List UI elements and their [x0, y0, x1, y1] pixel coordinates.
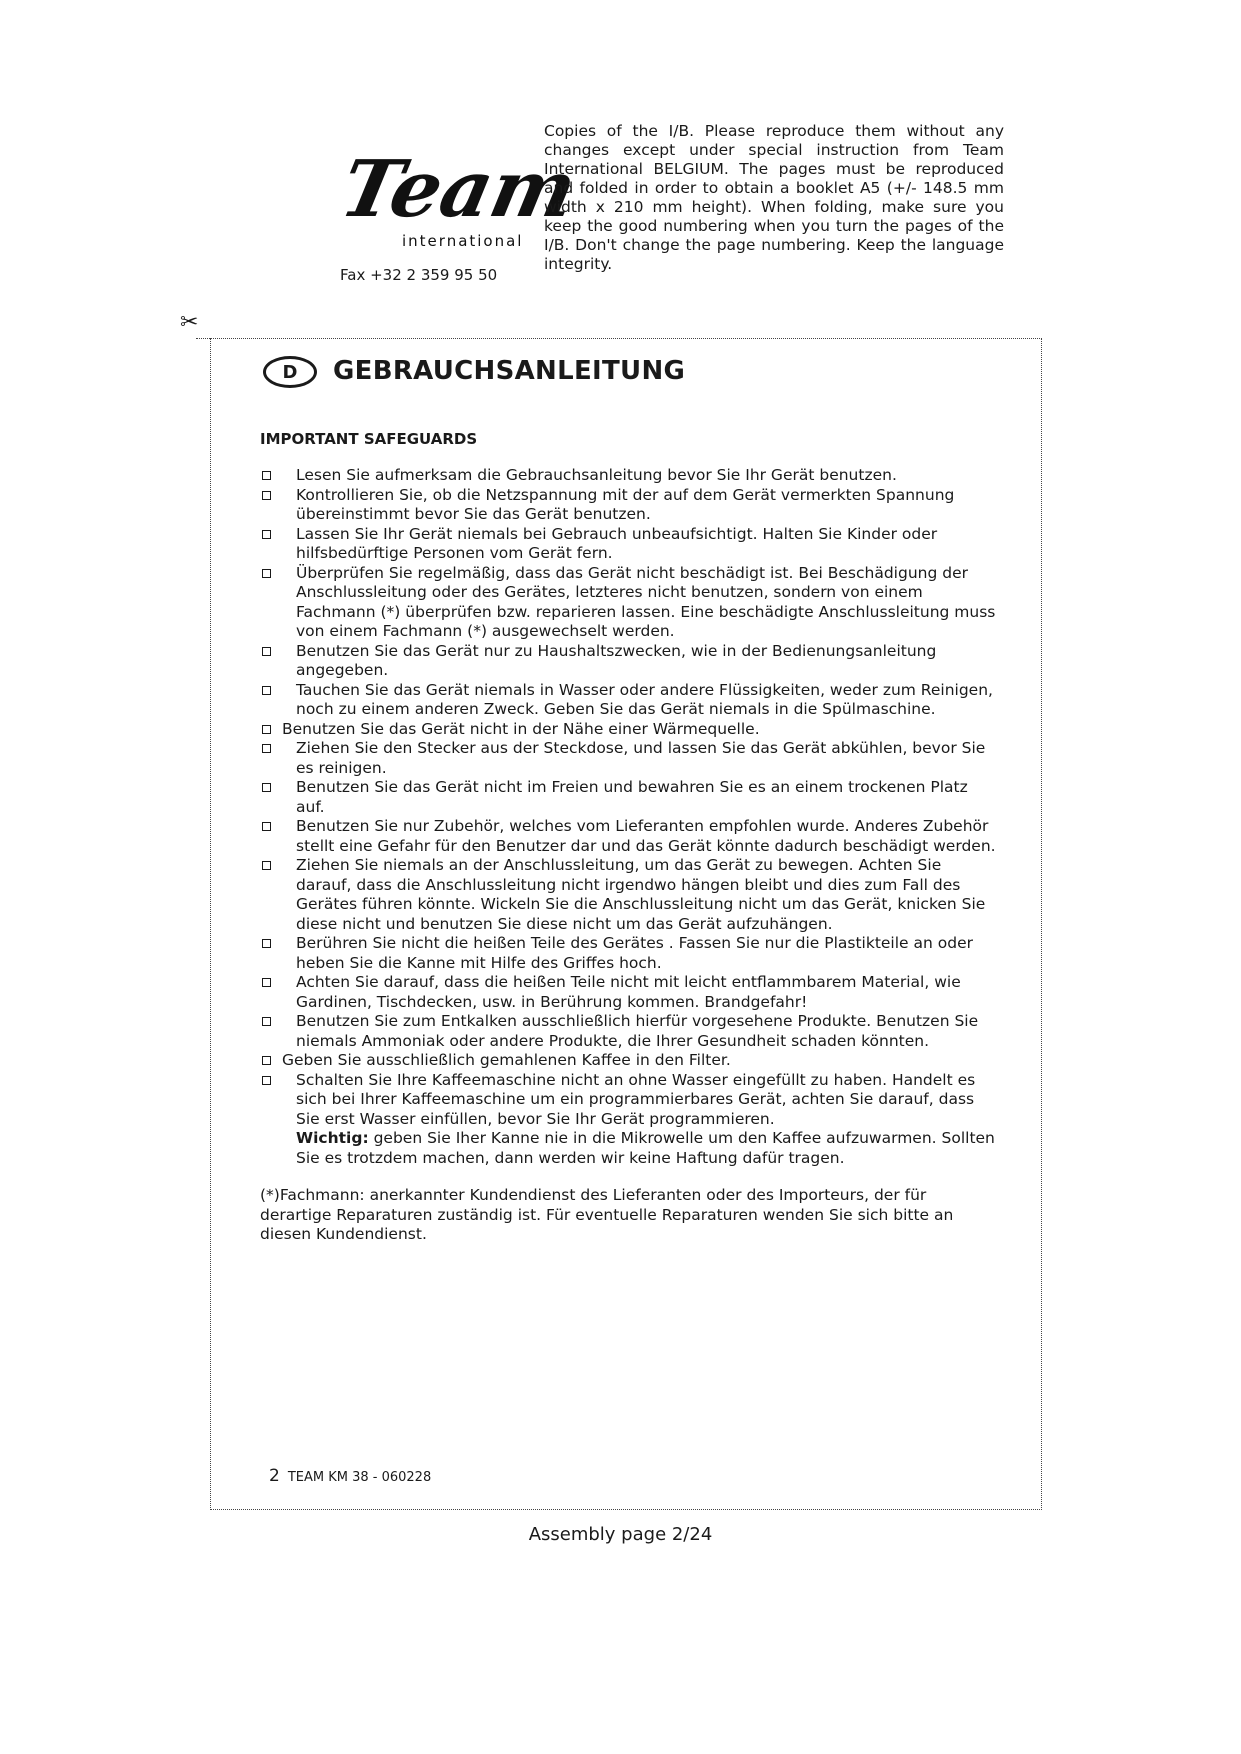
list-item: Benutzen Sie zum Entkalken ausschließlich hierfür vorgesehene Produkte. Benutzen Sie niemals Ammoniak oder andere Produkte, die Ihrer Gesundheit schaden könnten.	[260, 1012, 1000, 1051]
list-item: Benutzen Sie das Gerät nur zu Haushaltszwecken, wie in der Bedienungsanleitung angegeben.	[260, 642, 1000, 681]
important-note: Wichtig: geben Sie Iher Kanne nie in die Mikrowelle um den Kaffee aufzuwarmen. Sollten Sie es trotzdem machen, dann werden wir keine Haftung dafür tragen.	[296, 1129, 995, 1167]
checkbox-square-icon	[262, 1017, 271, 1026]
list-item: Benutzen Sie nur Zubehör, welches vom Lieferanten empfohlen wurde. Anderes Zubehör stellt eine Gefahr für den Benutzer dar und das Gerät könnte dadurch beschädigt werden.	[260, 817, 1000, 856]
fax-number: Fax +32 2 359 95 50	[340, 266, 498, 284]
list-item: Ziehen Sie den Stecker aus der Steckdose, und lassen Sie das Gerät abkühlen, bevor Sie es reinigen.	[260, 739, 1000, 778]
cut-line	[196, 338, 210, 339]
list-item: Benutzen Sie das Gerät nicht in der Nähe einer Wärmequelle.	[260, 720, 1000, 740]
safeguards-list	[260, 466, 1000, 1168]
page-footer	[269, 1466, 431, 1486]
list-item: Benutzen Sie das Gerät nicht im Freien und bewahren Sie es an einem trockenen Platz auf.	[260, 778, 1000, 817]
checkbox-square-icon	[262, 686, 271, 695]
important-label: Wichtig:	[296, 1129, 369, 1147]
list-item: Lesen Sie aufmerksam die Gebrauchsanleitung bevor Sie Ihr Gerät benutzen.	[260, 466, 1000, 486]
team-international-logo	[333, 118, 585, 258]
page-number: 2	[269, 1466, 280, 1486]
checkbox-square-icon	[262, 471, 271, 480]
list-item: Schalten Sie Ihre Kaffeemaschine nicht an ohne Wasser eingefüllt zu haben. Handelt es sich bei Ihrer Kaffeemaschine um ein programmierbares Gerät, achten Sie darauf, dass Sie erst Wasser einfüllen, bevor Sie Ihr Gerät programmieren. Wichtig: geben Sie Iher Kanne nie in die Mikrowelle um den Kaffee aufzuwarmen. Sollten Sie es trotzdem machen, dann werden wir keine Haftung dafür tragen.	[260, 1071, 1000, 1169]
list-item: Kontrollieren Sie, ob die Netzspannung mit der auf dem Gerät vermerkten Spannung übereinstimmt bevor Sie das Gerät benutzen.	[260, 486, 1000, 525]
checkbox-square-icon	[262, 939, 271, 948]
list-item: Lassen Sie Ihr Gerät niemals bei Gebrauch unbeaufsichtigt. Halten Sie Kinder oder hilfsbedürftige Personen vom Gerät fern.	[260, 525, 1000, 564]
checkbox-square-icon	[262, 725, 271, 734]
assembly-page-label: Assembly page 2/24	[528, 1524, 713, 1545]
svg-text:international: international	[402, 232, 524, 250]
checkbox-square-icon	[262, 647, 271, 656]
checkbox-square-icon	[262, 978, 271, 987]
section-heading: IMPORTANT SAFEGUARDS	[260, 430, 478, 448]
list-item: Berühren Sie nicht die heißen Teile des Gerätes . Fassen Sie nur die Plastikteile an oder heben Sie die Kanne mit Hilfe des Griffes hoch.	[260, 934, 1000, 973]
checkbox-square-icon	[262, 569, 271, 578]
language-code-badge: D	[263, 356, 317, 388]
list-item: Tauchen Sie das Gerät niemals in Wasser oder andere Flüssigkeiten, weder zum Reinigen, noch zu einem anderen Zweck. Geben Sie das Gerät niemals in die Spülmaschine.	[260, 681, 1000, 720]
checkbox-square-icon	[262, 783, 271, 792]
model-code: TEAM KM 38 - 060228	[287, 1470, 432, 1485]
list-item: Überprüfen Sie regelmäßig, dass das Gerät nicht beschädigt ist. Bei Beschädigung der Anschlussleitung oder des Gerätes, letzteres nicht benutzen, sondern von einem Fachmann (*) überprüfen bzw. reparieren lassen. Eine beschädigte Anschlussleitung muss von einem Fachmann (*) ausgewechselt werden.	[260, 564, 1000, 642]
checkbox-square-icon	[262, 1056, 271, 1065]
checkbox-square-icon	[262, 744, 271, 753]
checkbox-square-icon	[262, 822, 271, 831]
list-item: Geben Sie ausschließlich gemahlenen Kaffee in den Filter.	[260, 1051, 1000, 1071]
list-item: Ziehen Sie niemals an der Anschlussleitung, um das Gerät zu bewegen. Achten Sie darauf, dass die Anschlussleitung nicht irgendwo hängen bleibt und dies zum Fall des Gerätes führen könnte. Wickeln Sie die Anschlussleitung nicht um das Gerät, knicken Sie diese nicht und benutzen Sie diese nicht um das Gerät aufzuhängen.	[260, 856, 1000, 934]
checkbox-square-icon	[262, 861, 271, 870]
svg-text:Team: Team	[333, 142, 585, 235]
checkbox-square-icon	[262, 530, 271, 539]
list-item: Achten Sie darauf, dass die heißen Teile nicht mit leicht entflammbarem Material, wie Gardinen, Tischdecken, usw. in Berührung kommen. Brandgefahr!	[260, 973, 1000, 1012]
checkbox-square-icon	[262, 1076, 271, 1085]
checkbox-square-icon	[262, 491, 271, 500]
scissors-icon: ✂	[180, 310, 199, 335]
manual-title: GEBRAUCHSANLEITUNG	[333, 356, 686, 386]
reproduction-instructions: Copies of the I/B. Please reproduce them without any changes except under special instruction from Team International BELGIUM. The pages must be reproduced and folded in order to obtain a booklet A5 (+/- 148.5 mm width x 210 mm height). When folding, make sure you keep the good numbering when you turn the pages of the I/B. Don't change the page numbering. Keep the language integrity.	[544, 122, 1004, 273]
footnote: (*)Fachmann: anerkannter Kundendienst des Lieferanten oder des Importeurs, der für derartige Reparaturen zuständig ist. Für eventuelle Reparaturen wenden Sie sich bitte an diesen Kundendienst.	[260, 1186, 954, 1243]
